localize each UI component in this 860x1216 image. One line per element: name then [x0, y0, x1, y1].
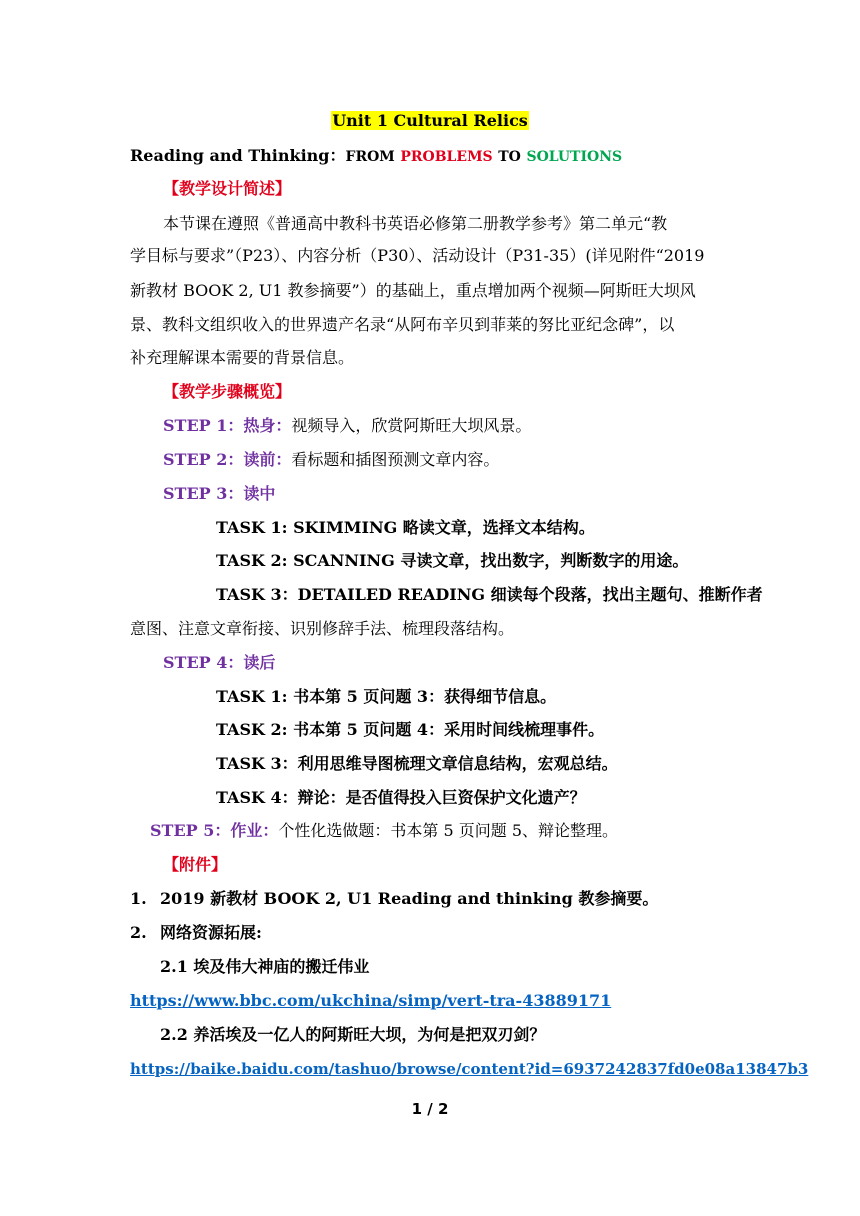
step-4-task-1: TASK 1: 书本第 5 页问题 3：获得细节信息。 [216, 687, 557, 706]
step-5-label: STEP 5：作业： [150, 821, 279, 840]
design-line-3: 新教材 BOOK 2, U1 教参摘要”）的基础上，重点增加两个视频—阿斯旺大坝风 [130, 281, 696, 300]
design-line-1: 本节课在遵照《普通高中教科书英语必修第二册教学参考》第二单元“教 [163, 214, 668, 233]
step-2: STEP 2：读前：看标题和插图预测文章内容。 [163, 450, 500, 469]
appendix-item-2: 2. 网络资源拓展: [130, 923, 262, 942]
steps-heading: 【教学步骤概览】 [163, 382, 292, 401]
step-5: STEP 5：作业：个性化选做题：书本第 5 页问题 5、辩论整理。 [150, 821, 619, 840]
appendix-heading: 【附件】 [163, 855, 228, 874]
step-3-label: STEP 3：读中 [163, 484, 276, 503]
appendix-item-1: 1. 2019 新教材 BOOK 2, U1 Reading and thinking 教参摘要。 [130, 889, 659, 908]
page-title: Unit 1 Cultural Relics [332, 111, 528, 130]
resource-1-link[interactable]: https://www.bbc.com/ukchina/simp/vert-tra-43889171 [130, 991, 612, 1010]
step-3-continuation: 意图、注意文章衔接、识别修辞手法、梳理段落结构。 [130, 619, 515, 638]
subtitle-solutions: SOLUTIONS [526, 149, 623, 165]
step-2-label: STEP 2：读前： [163, 450, 292, 469]
step-4-task-4: TASK 4：辩论：是否值得投入巨资保护文化遗产？ [216, 788, 586, 807]
design-heading: 【教学设计简述】 [163, 179, 292, 198]
subtitle: Reading and Thinking：FROM PROBLEMS TO SOLUTIONS [130, 146, 623, 165]
step-4-task-3: TASK 3：利用思维导图梳理文章信息结构，宏观总结。 [216, 754, 618, 773]
step-3-task-3: TASK 3：DETAILED READING 细读每个段落，找出主题句、推断作者 [216, 585, 763, 604]
subtitle-from: FROM [345, 149, 395, 165]
resource-2-link[interactable]: https://baike.baidu.com/tashuo/browse/content?id=6937242837fd0e08a13847b3 [130, 1060, 809, 1078]
step-4-task-2: TASK 2: 书本第 5 页问题 4：采用时间线梳理事件。 [216, 720, 605, 739]
step-3-task-2: TASK 2: SCANNING 寻读文章，找出数字，判断数字的用途。 [216, 551, 689, 570]
step-1-label: STEP 1：热身： [163, 416, 292, 435]
design-line-4: 景、教科文组织收入的世界遗产名录“从阿布辛贝到菲莱的努比亚纪念碑”，以 [130, 315, 675, 334]
design-line-5: 补充理解课本需要的背景信息。 [130, 348, 355, 367]
resource-1-title: 2.1 埃及伟大神庙的搬迁伟业 [160, 957, 370, 976]
step-4-label: STEP 4：读后 [163, 653, 276, 672]
subtitle-problems: PROBLEMS [400, 149, 493, 165]
page-number: 1 / 2 [411, 1100, 449, 1118]
step-3-task-1: TASK 1: SKIMMING 略读文章，选择文本结构。 [216, 518, 595, 537]
resource-2-title: 2.2 养活埃及一亿人的阿斯旺大坝，为何是把双刃剑？ [160, 1025, 546, 1044]
design-line-2: 学目标与要求”（P23）、内容分析（P30）、活动设计（P31-35）(详见附件“2019 [130, 246, 705, 265]
step-1: STEP 1：热身：视频导入，欣赏阿斯旺大坝风景。 [163, 416, 532, 435]
